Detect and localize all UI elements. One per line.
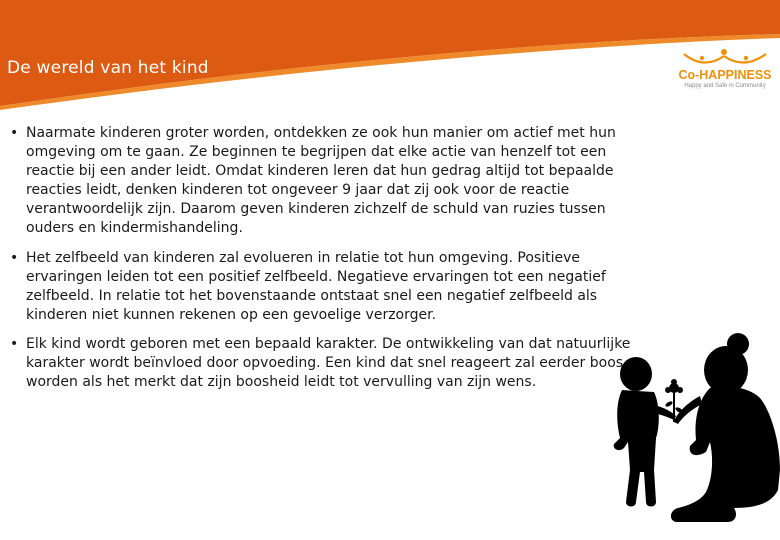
bullet-dot: • <box>10 125 19 141</box>
bullet-text: Het zelfbeeld van kinderen zal evolueren in relatie tot hun omgeving. Positieve ervaringen leiden tot een positief zelfbeeld. Negatieve ervaringen tot een negatief zelfbeeld. In relatie tot het bovenstaande ontstaat snel een negatief zelfbeeld als kinderen niet kunnen rekenen op een gevoelige verzorger. <box>26 249 606 323</box>
slide-title: De wereld van het kind <box>7 58 209 78</box>
bullet-item <box>10 124 635 239</box>
bullet-list <box>10 124 635 402</box>
banner-shape <box>0 0 780 110</box>
logo-name: Co-HAPPINESS <box>678 68 772 82</box>
bullet-dot: • <box>10 335 19 352</box>
bullet-dot: • <box>10 249 19 266</box>
co-happiness-logo <box>670 46 780 106</box>
logo-arcs-icon <box>680 46 770 70</box>
bullet-item <box>10 335 635 392</box>
bullet-text: Naarmate kinderen groter worden, ontdekken ze ook hun manier om actief met hun omgeving om te gaan. Ze beginnen te begrijpen dat elke actie van henzelf tot een reactie bij een ander leidt. Omdat kinderen leren dat hun gedrag altijd tot bepaalde reacties leidt, denken kinderen tot ongeveer 9 jaar dat zij ook voor de reactie verantwoordelijk zijn. Daarom geven kinderen zichzelf de schuld van ruzies tussen ouders en kindermishandeling. <box>26 125 616 237</box>
child-giving-flower-silhouette <box>610 330 780 540</box>
header-banner <box>0 0 780 110</box>
bullet-item <box>10 249 635 325</box>
bullet-text: Elk kind wordt geboren met een bepaald karakter. De ontwikkeling van dat natuurlijke karakter wordt beïnvloed door opvoeding. Een kind dat snel reageert zal eerder boos worden als het merkt dat zijn boosheid leidt tot vervulling van zijn wens. <box>26 335 631 391</box>
logo-tagline: Happy and Safe in Community <box>684 83 766 89</box>
